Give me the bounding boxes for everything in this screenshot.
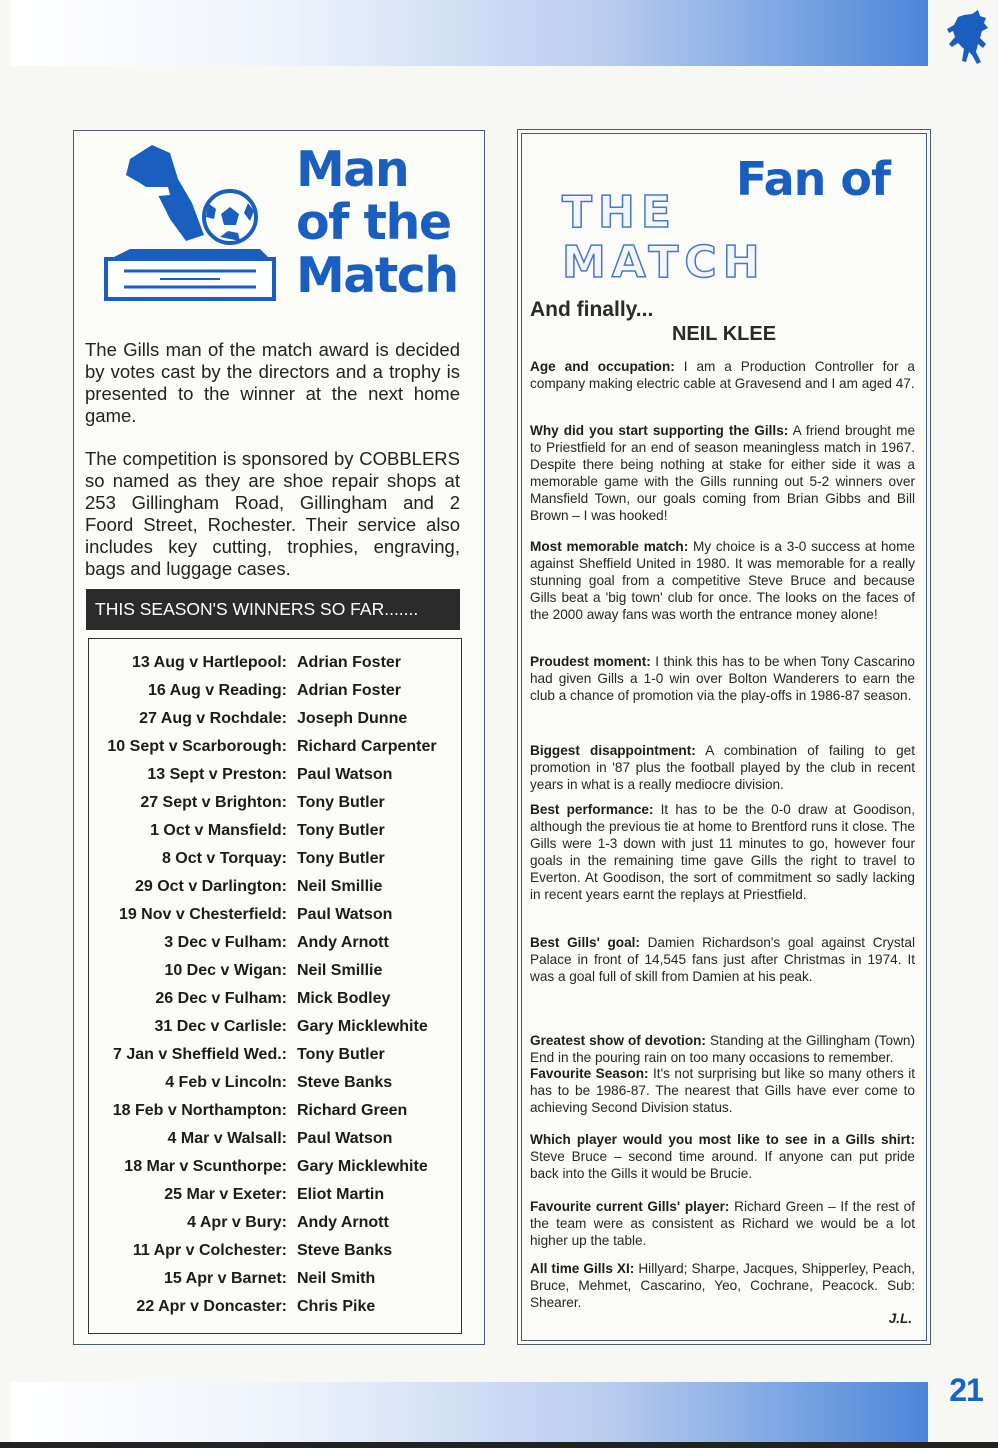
- winner-player: Richard Carpenter: [297, 738, 437, 755]
- qa-item: [530, 653, 915, 704]
- winner-fixture: 13 Sept v Preston:: [147, 766, 287, 783]
- qa-question: Greatest show of devotion:: [530, 1033, 706, 1048]
- sponsor-paragraph: The competition is sponsored by COBBLERS so named as they are shoe repair shops at 253 Gillingham Road, Gillingham and 2 Foord Street, Rochester. Their service also includes key cutting, trophies, engraving, bags and luggage cases.: [85, 448, 460, 579]
- qa-question: Why did you start supporting the Gills:: [530, 423, 789, 438]
- winner-row: [89, 819, 461, 843]
- qa-item: [530, 1198, 915, 1249]
- fan-of-the-match-title: [562, 152, 892, 288]
- winner-fixture: 8 Oct v Torquay:: [161, 850, 287, 867]
- winner-row: [89, 987, 461, 1011]
- winner-fixture: 3 Dec v Fulham:: [164, 934, 287, 951]
- winner-fixture: 26 Dec v Fulham:: [155, 990, 287, 1007]
- winner-player: Mick Bodley: [297, 990, 391, 1007]
- qa-answer: A friend brought me to Priestfield for an end of season meaningless match in 1967. Despite there being nothing at stake for either side it was a memorable game with the Gills running out 5-2 winners over Mansfield Town, our goals coming from Brian Gibbs and Bill Brown – I was hooked!: [530, 423, 916, 523]
- winner-fixture: 31 Dec v Carlisle:: [154, 1018, 287, 1035]
- winner-player: Steve Banks: [297, 1074, 393, 1091]
- winner-player: Neil Smith: [297, 1270, 376, 1287]
- winner-fixture: 4 Mar v Walsall:: [167, 1130, 287, 1147]
- qa-answer: Steve Bruce – second time around. If anyone can put pride back into the Gills it would be Brucie.: [530, 1149, 915, 1181]
- winner-row: [89, 1071, 461, 1095]
- winner-row: [89, 1099, 461, 1123]
- qa-item: [530, 1260, 915, 1311]
- winner-player: Steve Banks: [297, 1242, 393, 1259]
- winner-row: [89, 679, 461, 703]
- qa-item: [530, 934, 915, 985]
- winner-row: [89, 1015, 461, 1039]
- qa-answer: It's not surprising but like so many others it has to be 1986-87. The nearest that Gills have ever come to achieving Second Division status.: [530, 1066, 916, 1115]
- winner-fixture: 27 Aug v Rochdale:: [139, 710, 287, 727]
- winner-row: [89, 1183, 461, 1207]
- winner-row: [89, 1239, 461, 1263]
- title-line: Match: [296, 247, 458, 304]
- winner-fixture: 1 Oct v Mansfield:: [150, 822, 287, 839]
- winner-row: [89, 707, 461, 731]
- qa-item: [530, 1065, 915, 1116]
- winner-row: [89, 847, 461, 871]
- winner-player: Neil Smillie: [297, 962, 383, 979]
- winner-fixture: 16 Aug v Reading:: [148, 682, 287, 699]
- winner-row: [89, 763, 461, 787]
- winner-player: Adrian Foster: [297, 654, 402, 671]
- title-line: Man: [296, 141, 409, 198]
- winner-player: Adrian Foster: [297, 682, 402, 699]
- winner-player: Neil Smillie: [297, 878, 383, 895]
- winner-row: [89, 735, 461, 759]
- winner-row: [89, 1211, 461, 1235]
- winner-fixture: 15 Apr v Barnet:: [164, 1270, 287, 1287]
- winner-player: Gary Micklewhite: [297, 1158, 428, 1175]
- winner-row: [89, 1155, 461, 1179]
- winner-fixture: 4 Feb v Lincoln:: [165, 1074, 287, 1091]
- winner-player: Gary Micklewhite: [297, 1018, 428, 1035]
- winner-fixture: 18 Mar v Scunthorpe:: [124, 1158, 287, 1175]
- qa-item: [530, 358, 915, 392]
- winner-player: Tony Butler: [297, 822, 385, 839]
- and-finally-heading: And finally...: [530, 298, 654, 321]
- qa-answer: Standing at the Gillingham (Town) End in the pouring rain on too many occasions to remember.: [530, 1033, 915, 1065]
- qa-question: All time Gills XI:: [530, 1261, 635, 1276]
- winner-player: Paul Watson: [297, 906, 393, 923]
- winner-player: Andy Arnott: [297, 934, 389, 951]
- winner-player: Eliot Martin: [297, 1186, 385, 1203]
- qa-answer: I am a Production Controller for a company making electric cable at Gravesend and I am aged 47.: [530, 359, 915, 391]
- qa-answer: I think this has to be when Tony Cascarino had given Gills a 1-0 win over Bolton Wanderers to earn the club a chance of promotion via the play-offs in 1986-87 season.: [530, 654, 915, 703]
- winner-row: [89, 1267, 461, 1291]
- qa-answer: It has to be the 0-0 draw at Goodison, although the previous tie at home to Brentford runs it close. The Gills were 1-3 down with just 11 minutes to go, however four goals in the remaining time gave Gills the right to travel to Everton. At Goodison, the sort of commitment so sadly lacking in recent years earnt the replays at Priestfield.: [530, 802, 915, 902]
- fan-of-the-match-panel: [517, 129, 931, 1345]
- qa-item: [530, 538, 915, 623]
- qa-question: Most memorable match:: [530, 539, 689, 554]
- man-of-the-match-panel: [73, 130, 485, 1345]
- bottom-gradient-band: [10, 1382, 928, 1442]
- winner-fixture: 10 Dec v Wigan:: [164, 962, 287, 979]
- winner-player: Tony Butler: [297, 1046, 385, 1063]
- winner-row: [89, 903, 461, 927]
- qa-answer: Richard Green – If the rest of the team were as consistent as Richard we would be a lot higher up the table.: [530, 1199, 915, 1248]
- winner-row: [89, 791, 461, 815]
- winner-fixture: 19 Nov v Chesterfield:: [118, 906, 287, 923]
- fan-panel-inner-border: [521, 133, 927, 1341]
- qa-question: Biggest disappointment:: [530, 743, 696, 758]
- the-match-title-text: THE MATCH: [562, 187, 766, 288]
- horse-logo-icon: [942, 8, 996, 76]
- qa-question: Which player would you most like to see in a Gills shirt:: [530, 1132, 915, 1147]
- qa-answer: Damien Richardson's goal against Crystal Palace in front of 14,545 fans just after Christmas in 1974. It was a goal full of skill from Damien at his peak.: [530, 935, 915, 984]
- qa-answer: A combination of failing to get promotion in '87 plus the football played by the club in recent years in what is a really mediocre division.: [530, 743, 915, 792]
- qa-question: Best Gills' goal:: [530, 935, 640, 950]
- page-bottom-edge: [0, 1442, 998, 1448]
- winner-fixture: 29 Oct v Darlington:: [134, 878, 287, 895]
- man-of-the-match-title: [296, 143, 481, 302]
- qa-question: Age and occupation:: [530, 359, 675, 374]
- winner-fixture: 11 Apr v Colchester:: [132, 1242, 287, 1259]
- qa-answer: Hillyard; Sharpe, Jacques, Shipperley, Peach, Bruce, Mehmet, Cascarino, Yeo, Cochrane, Peacock. Sub: Shearer.: [530, 1261, 915, 1310]
- winner-row: [89, 1127, 461, 1151]
- winner-fixture: 18 Feb v Northampton:: [112, 1102, 287, 1119]
- qa-answer: My choice is a 3-0 success at home against Sheffield United in 1980. It was memorable for a really stunning goal from a competitive Steve Bruce and because Gills beat a 'big town' club for once. The looks on the faces of the 2000 away fans was worth the entrance money alone!: [530, 539, 915, 622]
- winner-row: [89, 959, 461, 983]
- title-line: of the: [296, 194, 451, 251]
- qa-item: [530, 801, 915, 903]
- winners-list: [88, 638, 462, 1334]
- winner-row: [89, 1043, 461, 1067]
- qa-question: Favourite current Gills' player:: [530, 1199, 730, 1214]
- winner-fixture: 10 Sept v Scarborough:: [107, 738, 287, 755]
- winner-row: [89, 1295, 461, 1319]
- winner-fixture: 13 Aug v Hartlepool:: [132, 654, 287, 671]
- fan-name: NEIL KLEE: [671, 323, 777, 345]
- qa-item: [530, 422, 915, 524]
- fan-of-title-text: Fan of: [735, 152, 890, 206]
- winner-player: Andy Arnott: [297, 1214, 389, 1231]
- winner-player: Joseph Dunne: [297, 710, 408, 727]
- page-number: 21: [949, 1372, 983, 1408]
- qa-question: Favourite Season:: [530, 1066, 649, 1081]
- qa-item: [530, 742, 915, 793]
- winner-fixture: 25 Mar v Exeter:: [164, 1186, 287, 1203]
- qa-item: [530, 1032, 915, 1066]
- qa-question: Best performance:: [530, 802, 654, 817]
- winner-fixture: 7 Jan v Sheffield Wed.:: [113, 1046, 287, 1063]
- winner-fixture: 22 Apr v Doncaster:: [136, 1298, 287, 1315]
- top-gradient-band: [10, 0, 928, 66]
- winner-player: Tony Butler: [297, 850, 385, 867]
- winner-row: [89, 875, 461, 899]
- winner-player: Richard Green: [297, 1102, 408, 1119]
- signoff: J.L.: [888, 1311, 912, 1326]
- intro-paragraph: The Gills man of the match award is decided by votes cast by the directors and a trophy is presented to the winner at the next home game.: [85, 339, 460, 426]
- winner-player: Paul Watson: [297, 1130, 393, 1147]
- qa-question: Proudest moment:: [530, 654, 651, 669]
- winner-player: Chris Pike: [297, 1298, 376, 1315]
- winner-player: Tony Butler: [297, 794, 385, 811]
- winner-fixture: 27 Sept v Brighton:: [140, 794, 287, 811]
- winners-header: THIS SEASON'S WINNERS SO FAR.......: [86, 589, 460, 630]
- winner-fixture: 4 Apr v Bury:: [187, 1214, 287, 1231]
- qa-item: [530, 1131, 915, 1182]
- winner-row: [89, 931, 461, 955]
- winner-row: [89, 651, 461, 675]
- trophy-boot-ball-icon: [100, 139, 280, 304]
- winner-player: Paul Watson: [297, 766, 393, 783]
